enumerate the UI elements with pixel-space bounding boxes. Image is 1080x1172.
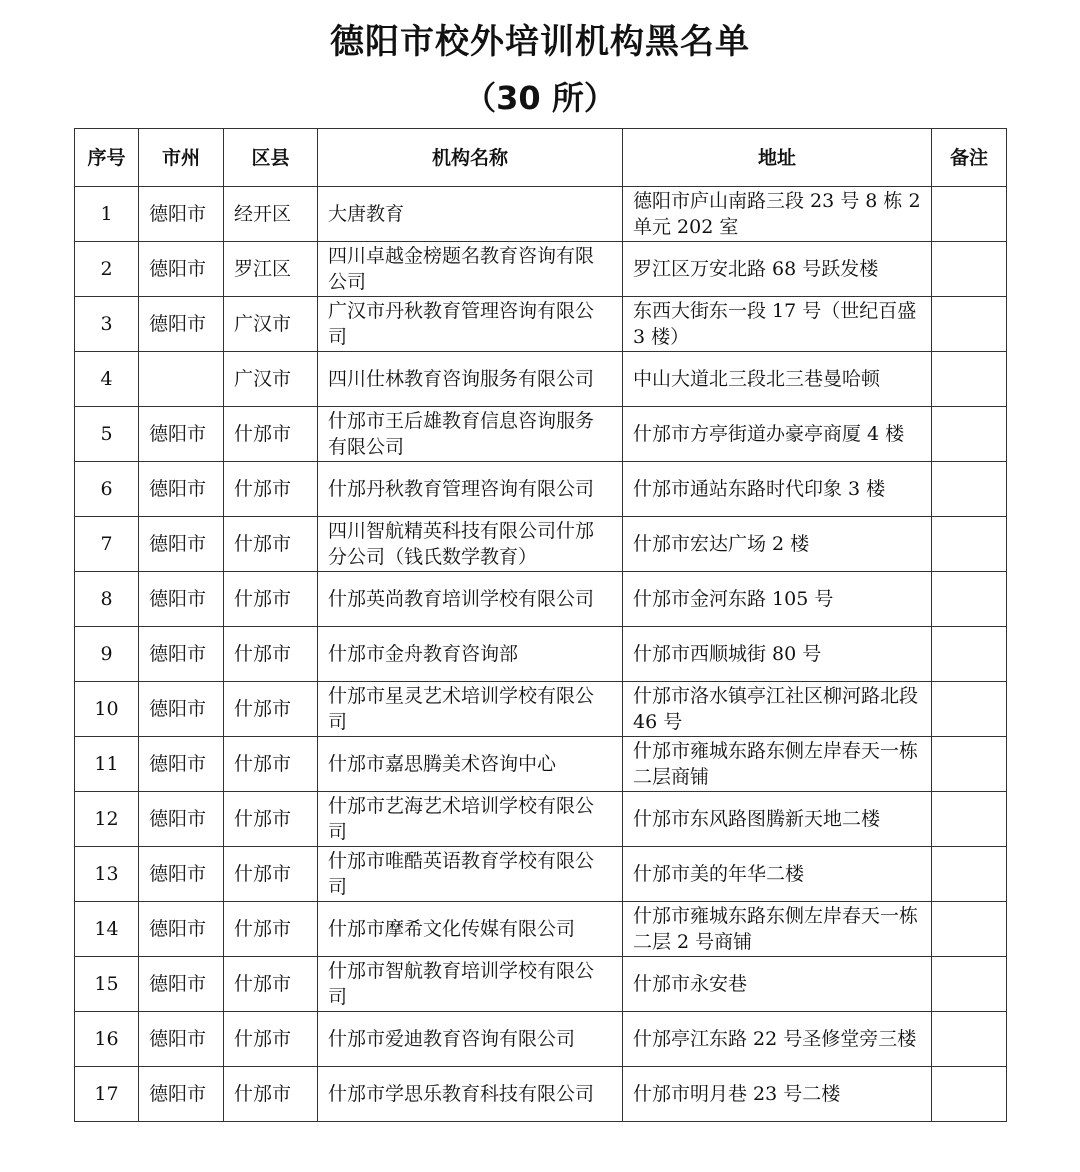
cell-district: 什邡市 — [224, 572, 318, 627]
cell-district: 什邡市 — [224, 1012, 318, 1067]
cell-org-name: 什邡丹秋教育管理咨询有限公司 — [318, 462, 623, 517]
cell-address: 东西大街东一段 17 号（世纪百盛 3 楼） — [623, 297, 932, 352]
cell-note — [932, 462, 1007, 517]
cell-city — [139, 352, 224, 407]
cell-index: 2 — [75, 242, 139, 297]
cell-address: 什邡市金河东路 105 号 — [623, 572, 932, 627]
cell-org-name: 什邡市王后雄教育信息咨询服务有限公司 — [318, 407, 623, 462]
cell-address: 什邡市西顺城街 80 号 — [623, 627, 932, 682]
cell-org-name: 广汉市丹秋教育管理咨询有限公司 — [318, 297, 623, 352]
cell-city: 德阳市 — [139, 242, 224, 297]
table-row — [75, 407, 1007, 462]
table-body — [75, 187, 1007, 1122]
cell-org-name: 什邡英尚教育培训学校有限公司 — [318, 572, 623, 627]
page-subtitle: （30 所） — [464, 79, 616, 117]
cell-address: 什邡市美的年华二楼 — [623, 847, 932, 902]
cell-district: 什邡市 — [224, 792, 318, 847]
cell-district: 什邡市 — [224, 1067, 318, 1122]
header-row — [75, 129, 1007, 187]
cell-index: 1 — [75, 187, 139, 242]
cell-city: 德阳市 — [139, 1067, 224, 1122]
cell-note — [932, 407, 1007, 462]
cell-address: 什邡市东风路图腾新天地二楼 — [623, 792, 932, 847]
table-row — [75, 902, 1007, 957]
cell-address: 罗江区万安北路 68 号跃发楼 — [623, 242, 932, 297]
cell-org-name: 什邡市唯酷英语教育学校有限公司 — [318, 847, 623, 902]
cell-index: 4 — [75, 352, 139, 407]
cell-city: 德阳市 — [139, 957, 224, 1012]
cell-index: 15 — [75, 957, 139, 1012]
table-row — [75, 627, 1007, 682]
cell-address: 什邡市洛水镇亭江社区柳河路北段 46 号 — [623, 682, 932, 737]
cell-note — [932, 792, 1007, 847]
cell-district: 什邡市 — [224, 462, 318, 517]
cell-index: 9 — [75, 627, 139, 682]
cell-district: 什邡市 — [224, 902, 318, 957]
table-row — [75, 957, 1007, 1012]
cell-city: 德阳市 — [139, 407, 224, 462]
table-row — [75, 352, 1007, 407]
header-index: 序号 — [75, 129, 139, 187]
cell-index: 12 — [75, 792, 139, 847]
table-row — [75, 297, 1007, 352]
cell-note — [932, 902, 1007, 957]
table-row — [75, 1067, 1007, 1122]
cell-index: 3 — [75, 297, 139, 352]
cell-city: 德阳市 — [139, 682, 224, 737]
cell-note — [932, 1067, 1007, 1122]
cell-address: 什邡市宏达广场 2 楼 — [623, 517, 932, 572]
cell-index: 7 — [75, 517, 139, 572]
cell-address: 德阳市庐山南路三段 23 号 8 栋 2 单元 202 室 — [623, 187, 932, 242]
cell-address: 什邡市雍城东路东侧左岸春天一栋二层 2 号商铺 — [623, 902, 932, 957]
cell-index: 10 — [75, 682, 139, 737]
cell-index: 8 — [75, 572, 139, 627]
cell-index: 14 — [75, 902, 139, 957]
cell-note — [932, 847, 1007, 902]
table-row — [75, 517, 1007, 572]
cell-note — [932, 682, 1007, 737]
cell-district: 什邡市 — [224, 627, 318, 682]
cell-org-name: 什邡市爱迪教育咨询有限公司 — [318, 1012, 623, 1067]
cell-district: 什邡市 — [224, 682, 318, 737]
blacklist-table — [74, 128, 1007, 1122]
cell-address: 什邡市方亭街道办豪亭商厦 4 楼 — [623, 407, 932, 462]
cell-address: 什邡亭江东路 22 号圣修堂旁三楼 — [623, 1012, 932, 1067]
cell-index: 5 — [75, 407, 139, 462]
cell-city: 德阳市 — [139, 1012, 224, 1067]
cell-city: 德阳市 — [139, 847, 224, 902]
cell-address: 中山大道北三段北三巷曼哈顿 — [623, 352, 932, 407]
cell-org-name: 什邡市金舟教育咨询部 — [318, 627, 623, 682]
cell-city: 德阳市 — [139, 792, 224, 847]
cell-city: 德阳市 — [139, 297, 224, 352]
header-district: 区县 — [224, 129, 318, 187]
cell-city: 德阳市 — [139, 187, 224, 242]
cell-city: 德阳市 — [139, 902, 224, 957]
cell-org-name: 什邡市学思乐教育科技有限公司 — [318, 1067, 623, 1122]
header-org: 机构名称 — [318, 129, 623, 187]
cell-address: 什邡市雍城东路东侧左岸春天一栋二层商铺 — [623, 737, 932, 792]
cell-district: 广汉市 — [224, 352, 318, 407]
cell-address: 什邡市明月巷 23 号二楼 — [623, 1067, 932, 1122]
header-address: 地址 — [623, 129, 932, 187]
table-row — [75, 572, 1007, 627]
cell-note — [932, 242, 1007, 297]
cell-note — [932, 187, 1007, 242]
cell-org-name: 什邡市艺海艺术培训学校有限公司 — [318, 792, 623, 847]
cell-note — [932, 517, 1007, 572]
cell-note — [932, 627, 1007, 682]
cell-city: 德阳市 — [139, 572, 224, 627]
header-note: 备注 — [932, 129, 1007, 187]
cell-index: 6 — [75, 462, 139, 517]
cell-index: 13 — [75, 847, 139, 902]
cell-district: 什邡市 — [224, 407, 318, 462]
cell-org-name: 四川仕林教育咨询服务有限公司 — [318, 352, 623, 407]
cell-address: 什邡市永安巷 — [623, 957, 932, 1012]
cell-note — [932, 957, 1007, 1012]
table-row — [75, 462, 1007, 517]
table-row — [75, 792, 1007, 847]
table-row — [75, 187, 1007, 242]
table-row — [75, 737, 1007, 792]
cell-city: 德阳市 — [139, 462, 224, 517]
cell-district: 广汉市 — [224, 297, 318, 352]
table-row — [75, 242, 1007, 297]
cell-index: 16 — [75, 1012, 139, 1067]
cell-city: 德阳市 — [139, 627, 224, 682]
cell-district: 什邡市 — [224, 847, 318, 902]
cell-org-name: 什邡市嘉思腾美术咨询中心 — [318, 737, 623, 792]
header-city: 市州 — [139, 129, 224, 187]
cell-index: 11 — [75, 737, 139, 792]
cell-note — [932, 572, 1007, 627]
cell-address: 什邡市通站东路时代印象 3 楼 — [623, 462, 932, 517]
cell-district: 经开区 — [224, 187, 318, 242]
cell-index: 17 — [75, 1067, 139, 1122]
cell-city: 德阳市 — [139, 517, 224, 572]
cell-org-name: 四川智航精英科技有限公司什邡分公司（钱氏数学教育） — [318, 517, 623, 572]
cell-org-name: 什邡市智航教育培训学校有限公司 — [318, 957, 623, 1012]
cell-org-name: 四川卓越金榜题名教育咨询有限公司 — [318, 242, 623, 297]
table-row — [75, 847, 1007, 902]
cell-city: 德阳市 — [139, 737, 224, 792]
table-row — [75, 1012, 1007, 1067]
cell-district: 什邡市 — [224, 737, 318, 792]
cell-org-name: 什邡市星灵艺术培训学校有限公司 — [318, 682, 623, 737]
cell-district: 罗江区 — [224, 242, 318, 297]
cell-district: 什邡市 — [224, 517, 318, 572]
table-row — [75, 682, 1007, 737]
cell-org-name: 什邡市摩希文化传媒有限公司 — [318, 902, 623, 957]
cell-note — [932, 297, 1007, 352]
page-title: 德阳市校外培训机构黑名单 — [330, 22, 750, 62]
table-header — [75, 129, 1007, 187]
cell-note — [932, 1012, 1007, 1067]
cell-note — [932, 352, 1007, 407]
cell-note — [932, 737, 1007, 792]
cell-org-name: 大唐教育 — [318, 187, 623, 242]
cell-district: 什邡市 — [224, 957, 318, 1012]
